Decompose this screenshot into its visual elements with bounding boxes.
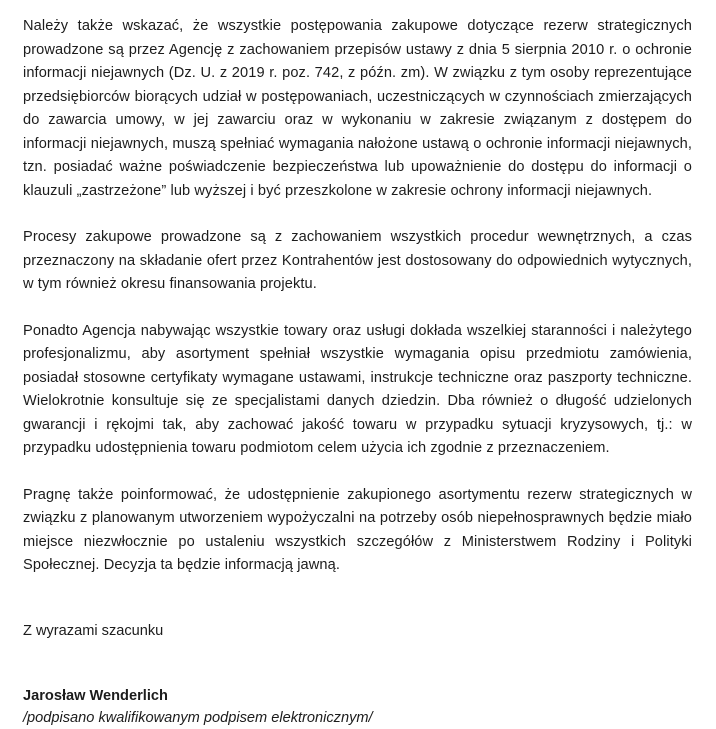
closing-salutation: Z wyrazami szacunku	[23, 622, 164, 639]
signature-note: /podpisano kwalifikowanym podpisem elektronicznym/	[23, 710, 373, 726]
paragraph-procurement-processes: Procesy zakupowe prowadzone są z zachowaniem wszystkich procedur wewnętrznych, a czas przeznaczony na składanie ofert przez Kontrahentów jest dostosowany do odpowiednich wytycznych, w tym również okresu finansowania projektu.	[23, 229, 692, 292]
signature-name: Jarosław Wenderlich	[23, 688, 168, 704]
paragraph-legal-basis: Należy także wskazać, że wszystkie postępowania zakupowe dotyczące rezerw strategicznych prowadzone są przez Agencję z zachowaniem przepisów ustawy z dnia 5 sierpnia 2010 r. o ochronie informacji niejawnych (Dz. U. z 2019 r. poz. 742, z późn. zm). W związku z tym osoby reprezentujące przedsiębiorców biorących udział w postępowaniach, uczestniczących w czynnościach zmierzających do zawarcia umowy, w jej zawarciu oraz w wykonaniu w zakresie związanym z dostępem do informacji niejawnych, muszą spełniać wymagania nałożone ustawą o ochronie informacji niejawnych, tzn. posiadać ważne poświadczenie bezpieczeństwa lub upoważnienie do dostępu do informacji o klauzuli „zastrzeżone” lub wyższej i być przeszkolone w zakresie ochrony informacji niejawnych.	[23, 18, 692, 199]
paragraph-rental-info: Pragnę także poinformować, że udostępnienie zakupionego asortymentu rezerw strategicznych w związku z planowanym utworzeniem wypożyczalni na potrzeby osób niepełnosprawnych będzie miało miejsce niezwłocznie po ustaleniu wszystkich szczegółów z Ministerstwem Rodziny i Polityki Społecznej. Decyzja ta będzie informacją jawną.	[23, 486, 692, 573]
paragraph-quality-assurance: Ponadto Agencja nabywając wszystkie towary oraz usługi dokłada wszelkiej staranności i należytego profesjonalizmu, aby asortyment spełniał wszystkie wymagania opisu przedmiotu zamówienia, posiadał stosowne certyfikaty wymagane ustawami, instrukcje techniczne oraz paszporty techniczne. Wielokrotnie konsultuje się ze specjalistami danych dziedzin. Dba również o długość udzielonych gwarancji i rękojmi tak, aby zachować jakość towaru w przypadku sytuacji kryzysowych, tj.: w przypadku udostępnienia towaru podmiotom celem użycia ich zgodnie z przeznaczeniem.	[23, 322, 692, 456]
